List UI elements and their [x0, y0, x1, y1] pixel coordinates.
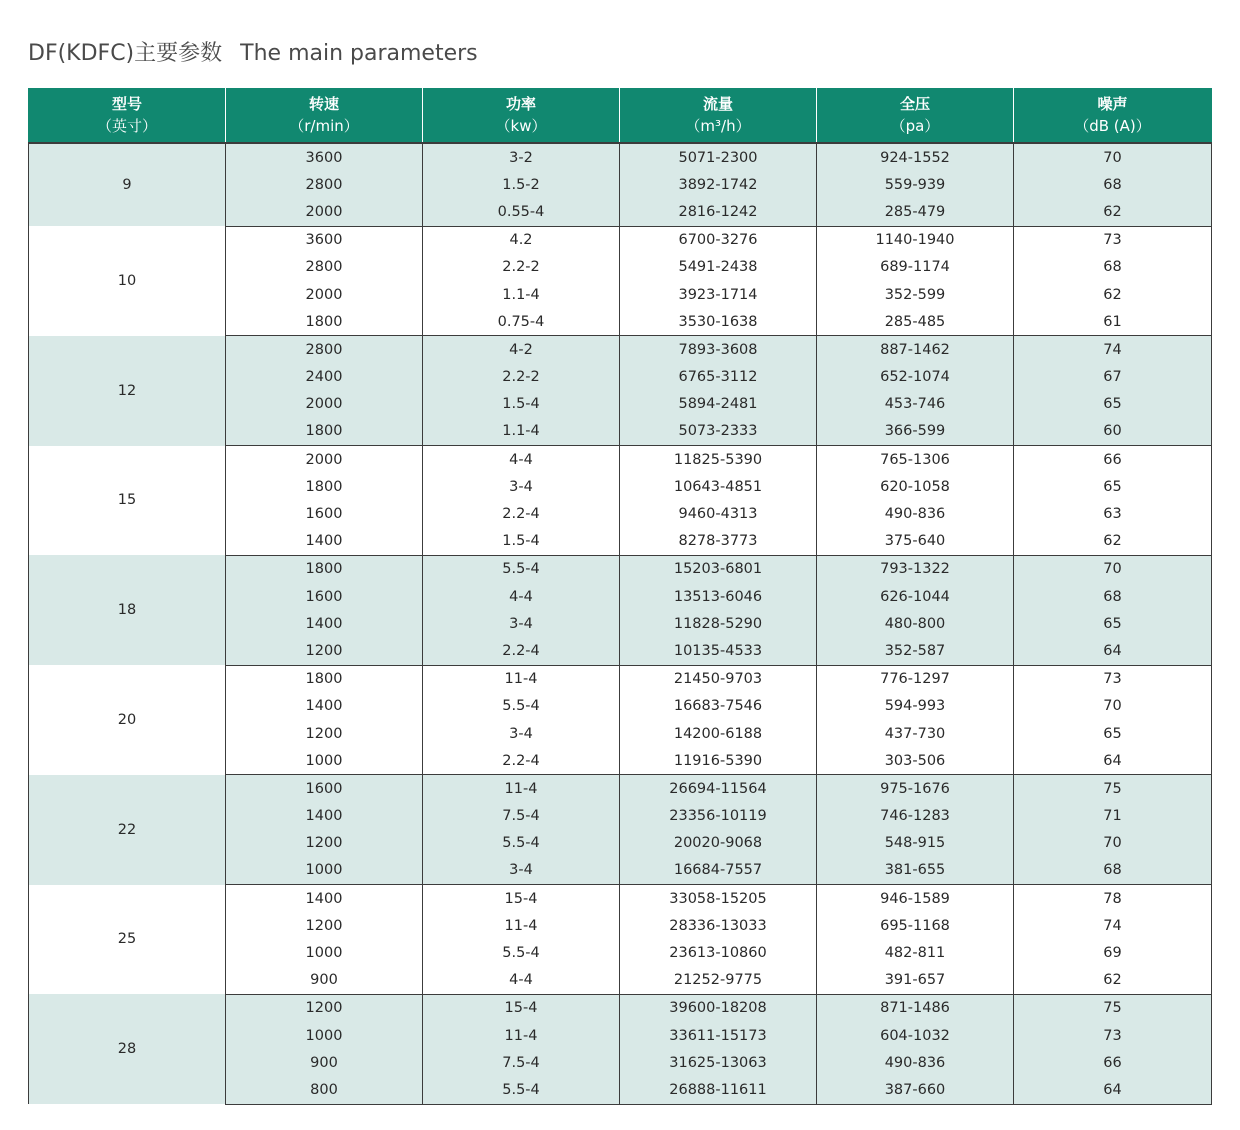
- power-cell: 4.2: [423, 226, 620, 254]
- power-cell: 4-4: [423, 967, 620, 995]
- flow-cell: 23356-10119: [620, 803, 817, 830]
- table-row: [29, 665, 1212, 693]
- power-cell: 1.5-4: [423, 528, 620, 556]
- pressure-cell: 375-640: [817, 528, 1014, 556]
- power-cell: 5.5-4: [423, 1076, 620, 1104]
- noise-cell: 74: [1014, 336, 1212, 364]
- noise-cell: 65: [1014, 391, 1212, 418]
- noise-cell: 67: [1014, 364, 1212, 391]
- pressure-cell: 975-1676: [817, 775, 1014, 803]
- speed-cell: 1200: [226, 637, 423, 665]
- model-group: [29, 446, 1212, 556]
- flow-cell: 5071-2300: [620, 143, 817, 171]
- speed-cell: 2000: [226, 281, 423, 308]
- speed-cell: 1400: [226, 528, 423, 556]
- model-group: [29, 775, 1212, 885]
- flow-cell: 20020-9068: [620, 830, 817, 857]
- flow-cell: 33058-15205: [620, 885, 817, 913]
- speed-cell: 2400: [226, 364, 423, 391]
- noise-cell: 62: [1014, 528, 1212, 556]
- pressure-cell: 620-1058: [817, 473, 1014, 500]
- model-group: [29, 555, 1212, 665]
- noise-cell: 78: [1014, 885, 1212, 913]
- power-cell: 5.5-4: [423, 555, 620, 583]
- pressure-cell: 285-485: [817, 308, 1014, 336]
- header-model-unit: （英寸）: [96, 117, 157, 135]
- pressure-cell: 946-1589: [817, 885, 1014, 913]
- page-title: [28, 36, 478, 67]
- noise-cell: 62: [1014, 281, 1212, 308]
- model-group: [29, 665, 1212, 775]
- pressure-cell: 924-1552: [817, 143, 1014, 171]
- power-cell: 1.5-4: [423, 391, 620, 418]
- flow-cell: 5491-2438: [620, 254, 817, 281]
- model-group: [29, 143, 1212, 226]
- power-cell: 11-4: [423, 775, 620, 803]
- flow-cell: 6700-3276: [620, 226, 817, 254]
- power-cell: 11-4: [423, 1022, 620, 1049]
- noise-cell: 73: [1014, 665, 1212, 693]
- table-header: [29, 88, 1212, 143]
- noise-cell: 68: [1014, 857, 1212, 885]
- speed-cell: 1000: [226, 1022, 423, 1049]
- speed-cell: 1200: [226, 720, 423, 747]
- power-cell: 15-4: [423, 994, 620, 1022]
- flow-cell: 11916-5390: [620, 747, 817, 775]
- noise-cell: 65: [1014, 720, 1212, 747]
- flow-cell: 23613-10860: [620, 939, 817, 966]
- pressure-cell: 793-1322: [817, 555, 1014, 583]
- flow-cell: 15203-6801: [620, 555, 817, 583]
- pressure-cell: 776-1297: [817, 665, 1014, 693]
- pressure-cell: 652-1074: [817, 364, 1014, 391]
- flow-cell: 7893-3608: [620, 336, 817, 364]
- model-cell: 25: [29, 885, 226, 995]
- model-cell: 9: [29, 143, 226, 226]
- header-model: 型号 （英寸）: [29, 88, 226, 143]
- pressure-cell: 352-599: [817, 281, 1014, 308]
- power-cell: 7.5-4: [423, 803, 620, 830]
- speed-cell: 1200: [226, 994, 423, 1022]
- speed-cell: 2000: [226, 198, 423, 226]
- flow-cell: 26888-11611: [620, 1076, 817, 1104]
- power-cell: 15-4: [423, 885, 620, 913]
- header-pressure-unit: （pa）: [890, 117, 940, 135]
- pressure-cell: 490-836: [817, 1049, 1014, 1076]
- power-cell: 1.5-2: [423, 171, 620, 198]
- pressure-cell: 352-587: [817, 637, 1014, 665]
- table-row: [29, 775, 1212, 803]
- noise-cell: 68: [1014, 254, 1212, 281]
- header-power-unit: （kw）: [495, 117, 547, 135]
- noise-cell: 70: [1014, 143, 1212, 171]
- speed-cell: 1000: [226, 857, 423, 885]
- model-cell: 15: [29, 446, 226, 556]
- pressure-cell: 871-1486: [817, 994, 1014, 1022]
- noise-cell: 64: [1014, 747, 1212, 775]
- flow-cell: 9460-4313: [620, 500, 817, 527]
- speed-cell: 1000: [226, 747, 423, 775]
- model-group: [29, 226, 1212, 336]
- noise-cell: 66: [1014, 446, 1212, 474]
- flow-cell: 28336-13033: [620, 912, 817, 939]
- pressure-cell: 285-479: [817, 198, 1014, 226]
- title-en: The main parameters: [240, 41, 478, 66]
- speed-cell: 1800: [226, 308, 423, 336]
- flow-cell: 10643-4851: [620, 473, 817, 500]
- table-row: [29, 555, 1212, 583]
- table-row: [29, 143, 1212, 171]
- model-cell: 28: [29, 994, 226, 1104]
- power-cell: 4-4: [423, 446, 620, 474]
- speed-cell: 900: [226, 1049, 423, 1076]
- speed-cell: 2000: [226, 446, 423, 474]
- speed-cell: 900: [226, 967, 423, 995]
- flow-cell: 3530-1638: [620, 308, 817, 336]
- pressure-cell: 366-599: [817, 418, 1014, 446]
- noise-cell: 68: [1014, 171, 1212, 198]
- noise-cell: 70: [1014, 693, 1212, 720]
- pressure-cell: 604-1032: [817, 1022, 1014, 1049]
- power-cell: 2.2-4: [423, 500, 620, 527]
- flow-cell: 26694-11564: [620, 775, 817, 803]
- model-cell: 10: [29, 226, 226, 336]
- pressure-cell: 695-1168: [817, 912, 1014, 939]
- pressure-cell: 482-811: [817, 939, 1014, 966]
- speed-cell: 1600: [226, 500, 423, 527]
- speed-cell: 1200: [226, 830, 423, 857]
- model-cell: 20: [29, 665, 226, 775]
- power-cell: 2.2-2: [423, 254, 620, 281]
- header-noise-unit: （dB (A)）: [1074, 117, 1151, 135]
- model-group: [29, 336, 1212, 446]
- pressure-cell: 437-730: [817, 720, 1014, 747]
- flow-cell: 16683-7546: [620, 693, 817, 720]
- power-cell: 1.1-4: [423, 281, 620, 308]
- pressure-cell: 490-836: [817, 500, 1014, 527]
- power-cell: 5.5-4: [423, 830, 620, 857]
- flow-cell: 16684-7557: [620, 857, 817, 885]
- noise-cell: 73: [1014, 1022, 1212, 1049]
- header-row: [29, 88, 1212, 143]
- speed-cell: 1400: [226, 693, 423, 720]
- flow-cell: 6765-3112: [620, 364, 817, 391]
- speed-cell: 3600: [226, 143, 423, 171]
- power-cell: 2.2-2: [423, 364, 620, 391]
- noise-cell: 71: [1014, 803, 1212, 830]
- pressure-cell: 689-1174: [817, 254, 1014, 281]
- header-flow-unit: （m³/h）: [685, 117, 751, 135]
- flow-cell: 11825-5390: [620, 446, 817, 474]
- flow-cell: 5073-2333: [620, 418, 817, 446]
- pressure-cell: 303-506: [817, 747, 1014, 775]
- speed-cell: 2800: [226, 254, 423, 281]
- pressure-cell: 387-660: [817, 1076, 1014, 1104]
- flow-cell: 39600-18208: [620, 994, 817, 1022]
- flow-cell: 2816-1242: [620, 198, 817, 226]
- speed-cell: 1800: [226, 665, 423, 693]
- model-cell: 22: [29, 775, 226, 885]
- speed-cell: 1400: [226, 610, 423, 637]
- flow-cell: 11828-5290: [620, 610, 817, 637]
- power-cell: 3-4: [423, 473, 620, 500]
- noise-cell: 62: [1014, 198, 1212, 226]
- noise-cell: 61: [1014, 308, 1212, 336]
- flow-cell: 31625-13063: [620, 1049, 817, 1076]
- pressure-cell: 887-1462: [817, 336, 1014, 364]
- noise-cell: 66: [1014, 1049, 1212, 1076]
- noise-cell: 60: [1014, 418, 1212, 446]
- flow-cell: 33611-15173: [620, 1022, 817, 1049]
- noise-cell: 65: [1014, 610, 1212, 637]
- speed-cell: 1600: [226, 775, 423, 803]
- noise-cell: 75: [1014, 775, 1212, 803]
- flow-cell: 8278-3773: [620, 528, 817, 556]
- speed-cell: 2800: [226, 171, 423, 198]
- header-noise: 噪声 （dB (A)）: [1014, 88, 1212, 143]
- power-cell: 3-2: [423, 143, 620, 171]
- header-speed: 转速 （r/min）: [226, 88, 423, 143]
- noise-cell: 64: [1014, 1076, 1212, 1104]
- table-row: [29, 336, 1212, 364]
- power-cell: 3-4: [423, 857, 620, 885]
- flow-cell: 5894-2481: [620, 391, 817, 418]
- speed-cell: 1400: [226, 885, 423, 913]
- pressure-cell: 480-800: [817, 610, 1014, 637]
- model-cell: 12: [29, 336, 226, 446]
- pressure-cell: 548-915: [817, 830, 1014, 857]
- table-row: [29, 885, 1212, 913]
- noise-cell: 68: [1014, 583, 1212, 610]
- pressure-cell: 746-1283: [817, 803, 1014, 830]
- model-group: [29, 994, 1212, 1104]
- flow-cell: 14200-6188: [620, 720, 817, 747]
- power-cell: 11-4: [423, 912, 620, 939]
- noise-cell: 70: [1014, 830, 1212, 857]
- power-cell: 2.2-4: [423, 747, 620, 775]
- pressure-cell: 765-1306: [817, 446, 1014, 474]
- noise-cell: 64: [1014, 637, 1212, 665]
- power-cell: 3-4: [423, 720, 620, 747]
- table-row: [29, 446, 1212, 474]
- flow-cell: 21450-9703: [620, 665, 817, 693]
- model-cell: 18: [29, 555, 226, 665]
- flow-cell: 10135-4533: [620, 637, 817, 665]
- noise-cell: 70: [1014, 555, 1212, 583]
- parameters-table: [28, 88, 1212, 1105]
- speed-cell: 2800: [226, 336, 423, 364]
- power-cell: 0.75-4: [423, 308, 620, 336]
- table-row: [29, 994, 1212, 1022]
- speed-cell: 1400: [226, 803, 423, 830]
- power-cell: 4-4: [423, 583, 620, 610]
- pressure-cell: 594-993: [817, 693, 1014, 720]
- pressure-cell: 626-1044: [817, 583, 1014, 610]
- pressure-cell: 391-657: [817, 967, 1014, 995]
- noise-cell: 63: [1014, 500, 1212, 527]
- header-power: 功率 （kw）: [423, 88, 620, 143]
- power-cell: 5.5-4: [423, 939, 620, 966]
- table-row: [29, 226, 1212, 254]
- power-cell: 3-4: [423, 610, 620, 637]
- pressure-cell: 559-939: [817, 171, 1014, 198]
- speed-cell: 1000: [226, 939, 423, 966]
- pressure-cell: 1140-1940: [817, 226, 1014, 254]
- noise-cell: 62: [1014, 967, 1212, 995]
- noise-cell: 73: [1014, 226, 1212, 254]
- pressure-cell: 453-746: [817, 391, 1014, 418]
- speed-cell: 1200: [226, 912, 423, 939]
- noise-cell: 69: [1014, 939, 1212, 966]
- power-cell: 5.5-4: [423, 693, 620, 720]
- power-cell: 0.55-4: [423, 198, 620, 226]
- flow-cell: 13513-6046: [620, 583, 817, 610]
- header-pressure: 全压 （pa）: [817, 88, 1014, 143]
- power-cell: 1.1-4: [423, 418, 620, 446]
- header-flow: 流量 （m³/h）: [620, 88, 817, 143]
- power-cell: 11-4: [423, 665, 620, 693]
- flow-cell: 21252-9775: [620, 967, 817, 995]
- speed-cell: 2000: [226, 391, 423, 418]
- speed-cell: 1800: [226, 555, 423, 583]
- speed-cell: 1800: [226, 473, 423, 500]
- noise-cell: 74: [1014, 912, 1212, 939]
- noise-cell: 65: [1014, 473, 1212, 500]
- title-cn: DF(KDFC)主要参数: [28, 41, 223, 66]
- speed-cell: 1600: [226, 583, 423, 610]
- flow-cell: 3892-1742: [620, 171, 817, 198]
- power-cell: 2.2-4: [423, 637, 620, 665]
- flow-cell: 3923-1714: [620, 281, 817, 308]
- speed-cell: 800: [226, 1076, 423, 1104]
- power-cell: 4-2: [423, 336, 620, 364]
- pressure-cell: 381-655: [817, 857, 1014, 885]
- header-speed-unit: （r/min）: [289, 117, 359, 135]
- speed-cell: 3600: [226, 226, 423, 254]
- power-cell: 7.5-4: [423, 1049, 620, 1076]
- model-group: [29, 885, 1212, 995]
- speed-cell: 1800: [226, 418, 423, 446]
- noise-cell: 75: [1014, 994, 1212, 1022]
